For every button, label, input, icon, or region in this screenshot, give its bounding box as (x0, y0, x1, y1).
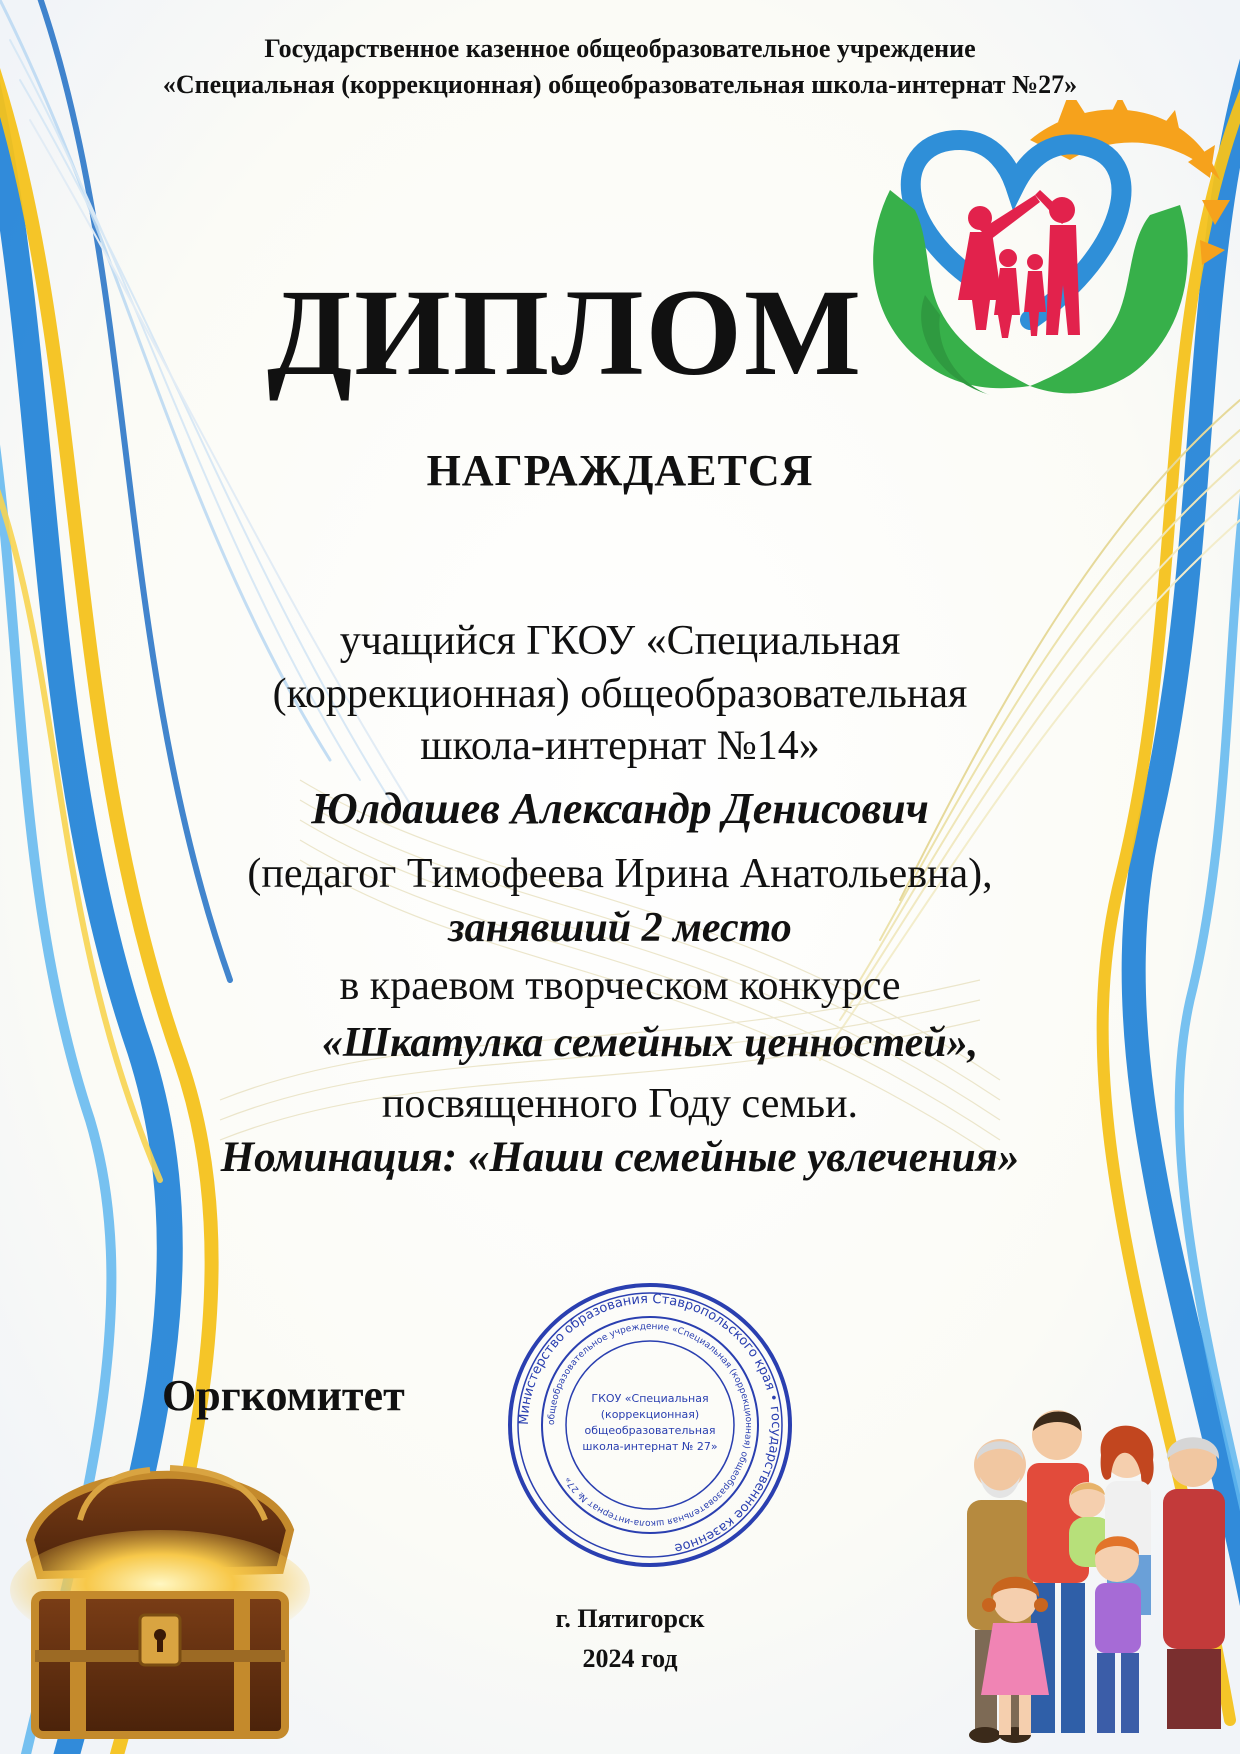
official-stamp (505, 1280, 795, 1570)
city-label: г. Пятигорск (555, 1604, 705, 1633)
recipient-school-line-1: учащийся ГКОУ «Специальная (339, 618, 901, 664)
institution-line-2: «Специальная (коррекционная) общеобразовательная школа-интернат №27» (162, 70, 1078, 99)
teacher-line: (педагог Тимофеева Ирина Анатольевна), (247, 851, 993, 897)
dedication-line: посвященного Году семьи. (381, 1081, 859, 1127)
recipient-school-line-3: школа-интернат №14» (420, 723, 820, 769)
year-label: 2024 год (582, 1644, 678, 1673)
stamp-middle-text: общеобразовательное учреждение «Специальная (коррекционная) общеобразовательная школа-интернат № 27» (546, 1321, 754, 1529)
recipient-name: Юлдашев Александр Денисович (311, 784, 929, 833)
stamp-center-line-3: общеобразовательная (584, 1424, 716, 1437)
boy-figure (1095, 1536, 1141, 1733)
stamp-center-line-4: школа-интернат № 27» (582, 1440, 718, 1453)
treasure-chest-icon (10, 1450, 310, 1750)
stamp-center-line-1: ГКОУ «Специальная (591, 1392, 709, 1405)
stamp-center-line-2: (коррекционная) (600, 1408, 700, 1421)
institution-line-1: Государственное казенное общеобразовательное учреждение (264, 34, 976, 63)
diploma-title: ДИПЛОМ (266, 264, 864, 401)
grandmother-figure (1163, 1437, 1225, 1729)
recipient-school-line-2: (коррекционная) общеобразовательная (272, 671, 968, 717)
awarded-heading: НАГРАЖДАЕТСЯ (426, 446, 814, 495)
stamp-outer-text: Министерство образования Ставропольского края • государственное казенное (516, 1291, 784, 1556)
place-line: занявший 2 место (448, 905, 792, 951)
nomination-line: Номинация: «Наши семейные увлечения» (220, 1134, 1020, 1181)
family-illustration (945, 1405, 1240, 1754)
organizing-committee-label: Оргкомитет (162, 1371, 405, 1420)
contest-name: «Шкатулка семейных ценностей», (321, 1020, 979, 1066)
contest-line: в краевом творческом конкурсе (339, 963, 901, 1009)
